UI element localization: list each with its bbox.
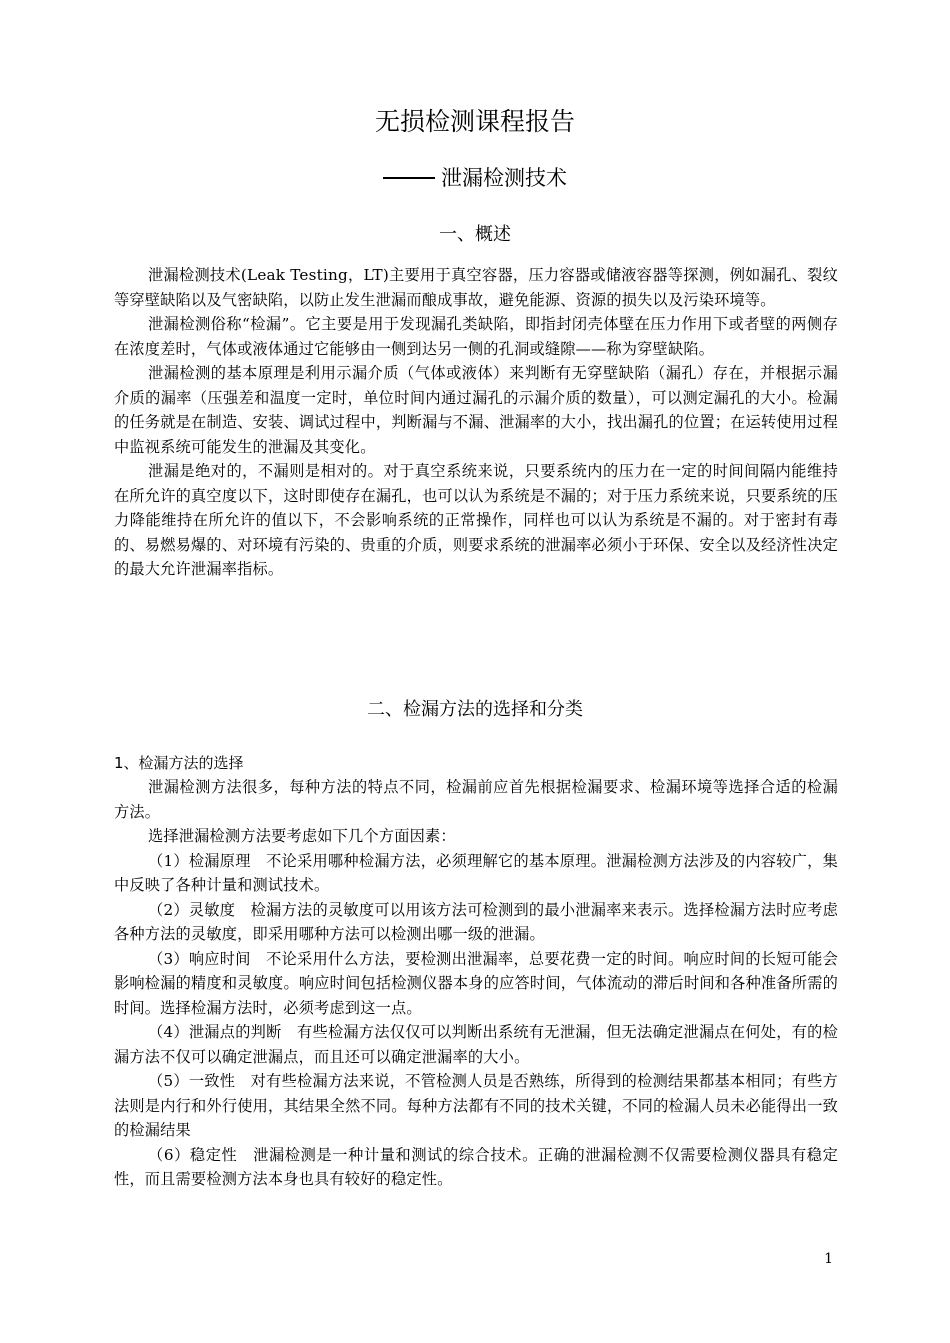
paragraph: 选择泄漏检测方法要考虑如下几个方面因素： — [148, 827, 456, 845]
section-overview-body — [114, 263, 838, 582]
document-title: 无损检测课程报告 — [374, 107, 575, 136]
document-subtitle — [0, 163, 950, 193]
section-heading-overview: 一、概述 — [439, 224, 511, 245]
subtitle-text: 泄漏检测技术 — [441, 166, 567, 190]
paragraph: 泄漏检测的基本原理是利用示漏介质（气体或液体）来判断有无穿壁缺陷（漏孔）存在，并根据示漏介质的漏率（压强差和温度一定时，单位时间内通过漏孔的示漏介质的数量），可以测定漏孔的大小。检漏的任务就是在制造、安装、调试过程中，判断漏与不漏、泄漏率的大小，找出漏孔的位置；在运转使用过程中监视系统可能发生的泄漏及其变化。 — [114, 364, 838, 456]
paragraph: 泄漏是绝对的，不漏则是相对的。对于真空系统来说，只要系统内的压力在一定的时间间隔内能维持在所允许的真空度以下，这时即使存在漏孔，也可以认为系统是不漏的；对于压力系统来说，只要系统的压力降能维持在所允许的值以下，不会影响系统的正常操作，同样也可以认为系统是不漏的。对于密封有毒的、易燃易爆的、对环境有污染的、贵重的介质，则要求系统的泄漏率必须小于环保、安全以及经济性决定的最大允许泄漏率指标。 — [114, 462, 838, 578]
list-item: （2）灵敏度 检漏方法的灵敏度可以用该方法可检测到的最小泄漏率来表示。选择检漏方法时应考虑各种方法的灵敏度，即采用哪种方法可以检测出哪一级的泄漏。 — [114, 900, 838, 943]
list-item: （5）一致性 对有些检漏方法来说，不管检测人员是否熟练，所得到的检测结果都基本相同；有些方法则是内行和外行使用，其结果全然不同。每种方法都有不同的技术关键，不同的检漏人员未必能得出一致的检漏结果 — [114, 1072, 838, 1139]
section-methods-body — [114, 775, 838, 1192]
em-dash-rule — [383, 177, 435, 179]
paragraph: 泄漏检测俗称“检漏”。它主要是用于发现漏孔类缺陷，即指封闭壳体壁在压力作用下或者壁的两侧存在浓度差时，气体或液体通过它能够由一侧到达另一侧的孔洞或缝隙——称为穿壁缺陷。 — [114, 315, 838, 358]
section-heading-methods: 二、检漏方法的选择和分类 — [367, 699, 583, 720]
subsection-heading-selection: 1、检漏方法的选择 — [114, 754, 244, 772]
list-item: （1）检漏原理 不论采用哪种检漏方法，必须理解它的基本原理。泄漏检测方法涉及的内容较广，集中反映了各种计量和测试技术。 — [114, 851, 838, 894]
paragraph: 泄漏检测技术(Leak Testing，LT)主要用于真空容器，压力容器或储液容器等探测，例如漏孔、裂纹等穿壁缺陷以及气密缺陷，以防止发生泄漏而酿成事故，避免能源、资源的损失以及污染环境等。 — [114, 266, 838, 309]
list-item: （4）泄漏点的判断 有些检漏方法仅仅可以判断出系统有无泄漏，但无法确定泄漏点在何处，有的检漏方法不仅可以确定泄漏点，而且还可以确定泄漏率的大小。 — [114, 1023, 838, 1066]
list-item: （3）响应时间 不论采用什么方法，要检测出泄漏率，总要花费一定的时间。响应时间的长短可能会影响检漏的精度和灵敏度。响应时间包括检测仪器本身的应答时间，气体流动的滞后时间和各种准备所需的时间。选择检漏方法时，必须考虑到这一点。 — [114, 949, 838, 1017]
paragraph: 泄漏检测方法很多，每种方法的特点不同，检漏前应首先根据检漏要求、检漏环境等选择合适的检漏方法。 — [114, 778, 838, 821]
page-number: 1 — [824, 1251, 833, 1267]
list-item: （6）稳定性 泄漏检测是一种计量和测试的综合技术。正确的泄漏检测不仅需要检测仪器具有稳定性，而且需要检测方法本身也具有较好的稳定性。 — [114, 1145, 838, 1188]
